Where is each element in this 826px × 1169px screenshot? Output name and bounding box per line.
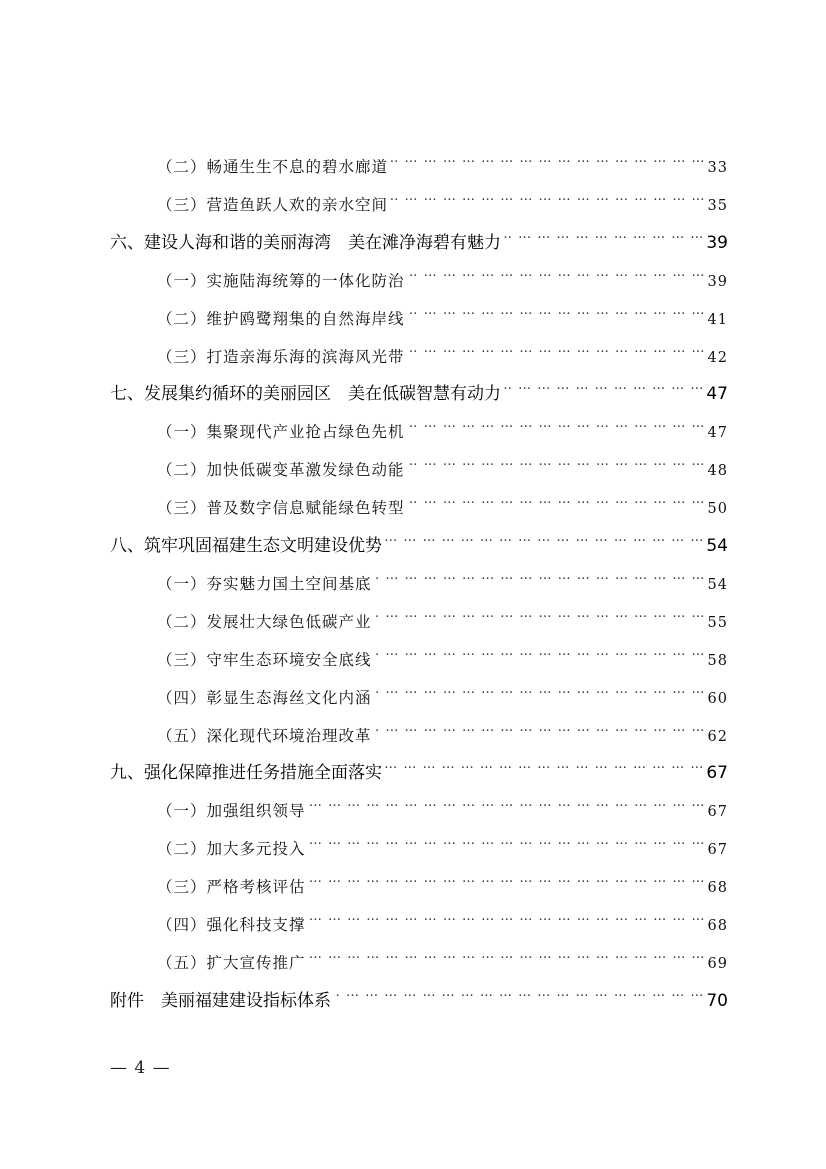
toc-section-entry[interactable] xyxy=(157,563,728,593)
toc-dot-leader xyxy=(309,828,706,854)
toc-dot-leader xyxy=(334,980,704,1006)
toc-section-entry[interactable] xyxy=(157,828,728,859)
page-number: — 4 — xyxy=(110,1058,171,1078)
toc-dot-leader xyxy=(309,904,706,930)
toc-dot-leader xyxy=(309,790,706,816)
toc-entry-title: （二）加快低碳变革激发绿色动能 xyxy=(157,461,405,480)
toc-entry-title: （二）发展壮大绿色低碳产业 xyxy=(157,612,372,631)
toc-entry-title: （四）彰显生态海丝文化内涵 xyxy=(157,688,372,707)
toc-entry-title: （二）加大多元投入 xyxy=(157,840,306,859)
toc-entry-title: （一）夯实魅力国土空间基底 xyxy=(157,574,372,593)
toc-section-entry[interactable] xyxy=(157,298,728,328)
toc-dot-leader xyxy=(385,752,704,778)
toc-entry-page-number: 62 xyxy=(707,728,728,745)
toc-entry-page-number: 47 xyxy=(707,425,728,442)
toc-dot-leader xyxy=(504,373,704,399)
toc-entry-title: （三）营造鱼跃人欢的亲水空间 xyxy=(157,195,389,214)
toc-entry-title: 六、建设人海和谐的美丽海湾 美在滩净海碧有魅力 xyxy=(110,232,501,253)
toc-section-entry[interactable] xyxy=(157,449,728,480)
toc-entry-page-number: 60 xyxy=(707,690,728,707)
toc-entry-title: （三）守牢生态环境安全底线 xyxy=(157,650,372,669)
toc-entry-page-number: 67 xyxy=(707,842,728,859)
toc-entry-page-number: 48 xyxy=(707,463,728,480)
toc-entry-page-number: 54 xyxy=(706,536,728,556)
toc-entry-title: （三）普及数字信息赋能绿色转型 xyxy=(157,499,405,518)
toc-dot-leader xyxy=(385,525,704,551)
toc-chapter-entry[interactable] xyxy=(110,373,728,405)
toc-dot-leader xyxy=(408,336,706,362)
toc-dot-leader xyxy=(375,639,706,665)
toc-entry-title: （四）强化科技支撑 xyxy=(157,916,306,934)
toc-entry-title: 七、发展集约循环的美丽园区 美在低碳智慧有动力 xyxy=(110,384,501,405)
toc-dot-leader xyxy=(375,715,706,741)
toc-entry-page-number: 69 xyxy=(707,955,728,972)
toc-entry-page-number: 41 xyxy=(707,311,728,328)
toc-dot-leader xyxy=(375,677,706,703)
toc-chapter-entry[interactable] xyxy=(110,752,728,784)
toc-entry-title: （一）集聚现代产业抢占绿色先机 xyxy=(157,423,405,442)
toc-entry-page-number: 47 xyxy=(706,384,728,405)
toc-entry-page-number: 42 xyxy=(707,349,728,366)
toc-entry-title: （二）维护鸥鹭翔集的自然海岸线 xyxy=(157,309,405,328)
toc-entry-title: （三）打造亲海乐海的滨海风光带 xyxy=(157,347,405,366)
toc-entry-page-number: 50 xyxy=(707,501,728,518)
toc-dot-leader xyxy=(504,222,704,248)
toc-entry-title: （五）扩大宣传推广 xyxy=(157,953,306,972)
toc-entry-page-number: 35 xyxy=(707,197,728,214)
toc-dot-leader xyxy=(408,411,706,437)
toc-section-entry[interactable] xyxy=(157,790,728,821)
toc-section-entry[interactable] xyxy=(157,942,728,972)
toc-section-entry[interactable] xyxy=(157,715,728,745)
toc-entry-page-number: 67 xyxy=(707,804,728,821)
toc-section-entry[interactable] xyxy=(157,411,728,442)
toc-entry-title: （一）加强组织领导 xyxy=(157,802,306,821)
toc-entry-title: （五）深化现代环境治理改革 xyxy=(157,726,372,745)
toc-entry-title: 附件 美丽福建建设指标体系 xyxy=(110,990,331,1011)
toc-entry-title: 九、强化保障推进任务措施全面落实 xyxy=(110,763,382,784)
toc-dot-leader xyxy=(408,260,706,286)
toc-chapter-entry[interactable] xyxy=(110,222,728,253)
toc-section-entry[interactable] xyxy=(157,904,728,934)
toc-dot-leader xyxy=(408,298,706,324)
toc-entry-title: 八、筑牢巩固福建生态文明建设优势 xyxy=(110,536,382,556)
toc-section-entry[interactable] xyxy=(157,866,728,897)
toc-entry-page-number: 55 xyxy=(707,614,728,631)
toc-entry-title: （一）实施陆海统筹的一体化防治 xyxy=(157,271,405,290)
toc-chapter-entry[interactable] xyxy=(110,525,728,556)
toc-section-entry[interactable] xyxy=(157,260,728,290)
toc-dot-leader xyxy=(408,449,706,475)
toc-dot-leader xyxy=(391,184,706,210)
toc-dot-leader xyxy=(309,866,706,892)
toc-entry-title: （二）畅通生生不息的碧水廊道 xyxy=(157,158,389,176)
toc-section-entry[interactable] xyxy=(157,601,728,631)
toc-entry-page-number: 39 xyxy=(706,232,728,253)
toc-section-entry[interactable] xyxy=(157,184,728,214)
toc-dot-leader xyxy=(309,942,706,968)
toc-entry-page-number: 70 xyxy=(706,990,728,1011)
toc-dot-leader xyxy=(375,601,706,627)
toc-section-entry[interactable] xyxy=(157,677,728,707)
toc-entry-title: （三）严格考核评估 xyxy=(157,878,306,897)
toc-section-entry[interactable] xyxy=(157,336,728,366)
toc-dot-leader xyxy=(391,146,706,172)
toc-entry-page-number: 54 xyxy=(707,576,728,593)
toc-dot-leader xyxy=(408,487,706,513)
toc-entry-page-number: 68 xyxy=(707,918,728,934)
toc-entry-page-number: 33 xyxy=(707,160,728,176)
toc-entry-page-number: 67 xyxy=(706,763,728,784)
toc-dot-leader xyxy=(375,563,706,589)
toc-entry-page-number: 68 xyxy=(707,880,728,897)
toc-section-entry[interactable] xyxy=(157,146,728,176)
toc-entry-page-number: 39 xyxy=(707,273,728,290)
toc-chapter-entry[interactable] xyxy=(110,980,728,1011)
toc-section-entry[interactable] xyxy=(157,639,728,669)
toc-section-entry[interactable] xyxy=(157,487,728,518)
toc-entry-page-number: 58 xyxy=(707,652,728,669)
